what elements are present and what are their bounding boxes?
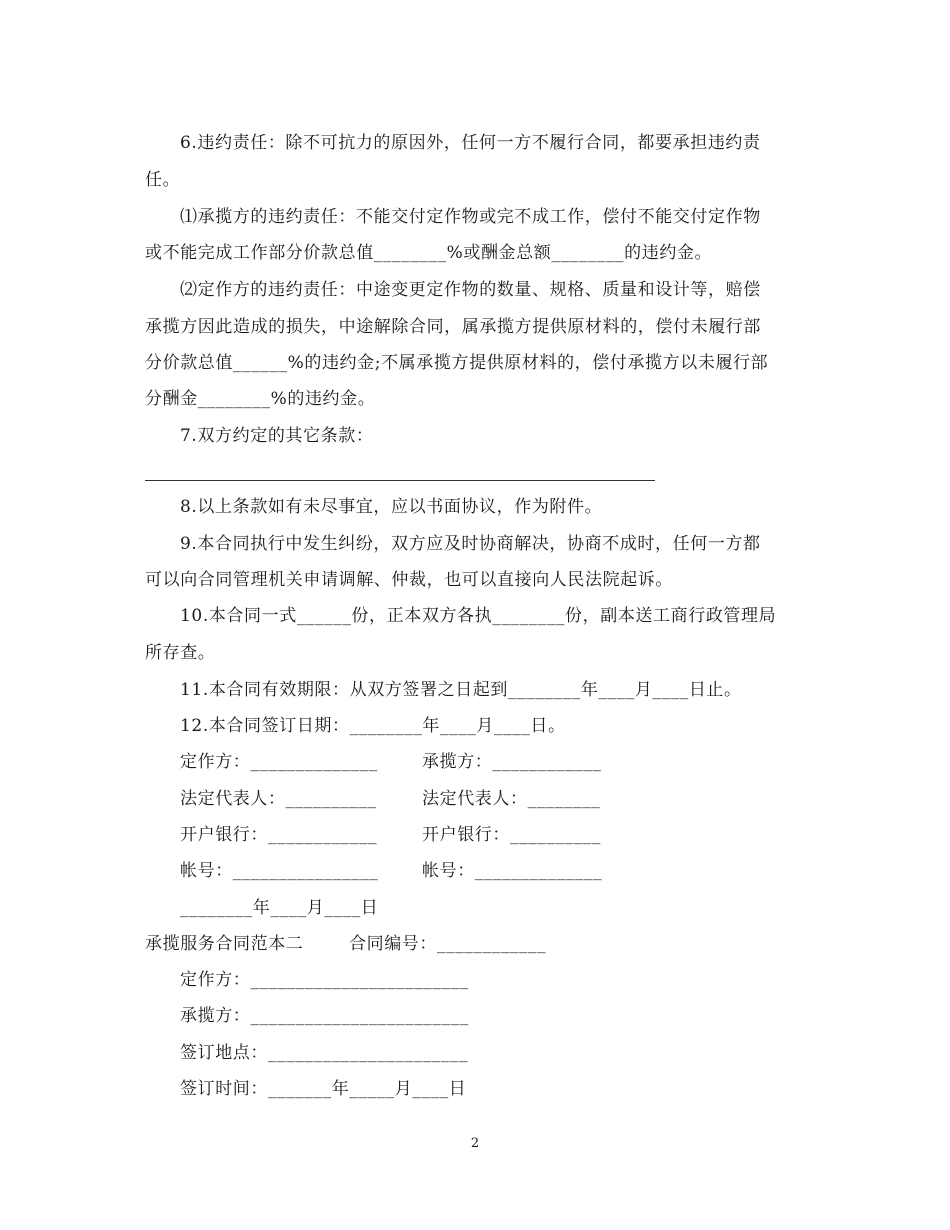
clause-6-2-line-1: ⑵定作方的违约责任：中途变更定作物的数量、规格、质量和设计等，赔偿 — [180, 280, 761, 300]
clause-6-2-line-3: 分价款总值______%的违约金;不属承揽方提供原材料的，偿付承揽方以未履行部 — [145, 353, 769, 373]
sign-legal-rep-right: 法定代表人：________ — [422, 789, 601, 809]
contract-2-title: 承揽服务合同范本二 — [145, 934, 304, 954]
sign-bank-left: 开户银行：____________ — [180, 825, 378, 845]
contract-2-contractor: 承揽方：________________________ — [180, 1006, 469, 1026]
clause-6-2-line-4: 分酬金________%的违约金。 — [145, 389, 376, 409]
clause-6-2-line-2: 承揽方因此造成的损失，中途解除合同，属承揽方提供原材料的，偿付未履行部 — [145, 317, 761, 337]
contract-2-signing-time: 签订时间：_______年_____月____日 — [180, 1079, 467, 1099]
clause-10-line-1: 10.本合同一式______份，正本双方各执________份，副本送工商行政管理局 — [180, 606, 777, 626]
clause-6-1-line-2: 或不能完成工作部分价款总值________%或酬金总额________的违约金。 — [145, 243, 713, 263]
sign-bank-right: 开户银行：__________ — [422, 825, 601, 845]
contract-2-signing-place: 签订地点：______________________ — [180, 1043, 469, 1063]
clause-10-line-2: 所存查。 — [145, 643, 216, 663]
sign-account-right: 帐号：______________ — [422, 861, 603, 881]
sign-date: ________年____月____日 — [180, 898, 379, 918]
contract-2-ordering-party: 定作方：________________________ — [180, 970, 469, 990]
clause-8: 8.以上条款如有未尽事宜，应以书面协议，作为附件。 — [180, 497, 603, 517]
clause-6-line-1: 6.违约责任：除不可抗力的原因外，任何一方不履行合同，都要承担违约责 — [180, 133, 761, 153]
sign-legal-rep-left: 法定代表人：__________ — [180, 789, 377, 809]
sign-contractor: 承揽方：____________ — [422, 752, 602, 772]
clause-6-1-line-1: ⑴承揽方的违约责任：不能交付定作物或完不成工作，偿付不能交付定作物 — [180, 207, 761, 227]
clause-12: 12.本合同签订日期：________年____月____日。 — [180, 716, 566, 736]
clause-7: 7.双方约定的其它条款： — [180, 426, 374, 446]
clause-9-line-1: 9.本合同执行中发生纠纷，双方应及时协商解决，协商不成时，任何一方都 — [180, 534, 761, 554]
clause-11: 11.本合同有效期限：从双方签署之日起到________年____月____日止。 — [180, 680, 742, 700]
contract-2-number: 合同编号：____________ — [349, 934, 547, 954]
sign-account-left: 帐号：________________ — [180, 861, 379, 881]
clause-6-line-2: 任。 — [145, 170, 181, 190]
page-number: 2 — [470, 1136, 480, 1151]
blank-fill-line — [145, 480, 655, 481]
sign-ordering-party: 定作方：______________ — [180, 752, 378, 772]
clause-9-line-2: 可以向合同管理机关申请调解、仲裁，也可以直接向人民法院起诉。 — [145, 570, 673, 590]
